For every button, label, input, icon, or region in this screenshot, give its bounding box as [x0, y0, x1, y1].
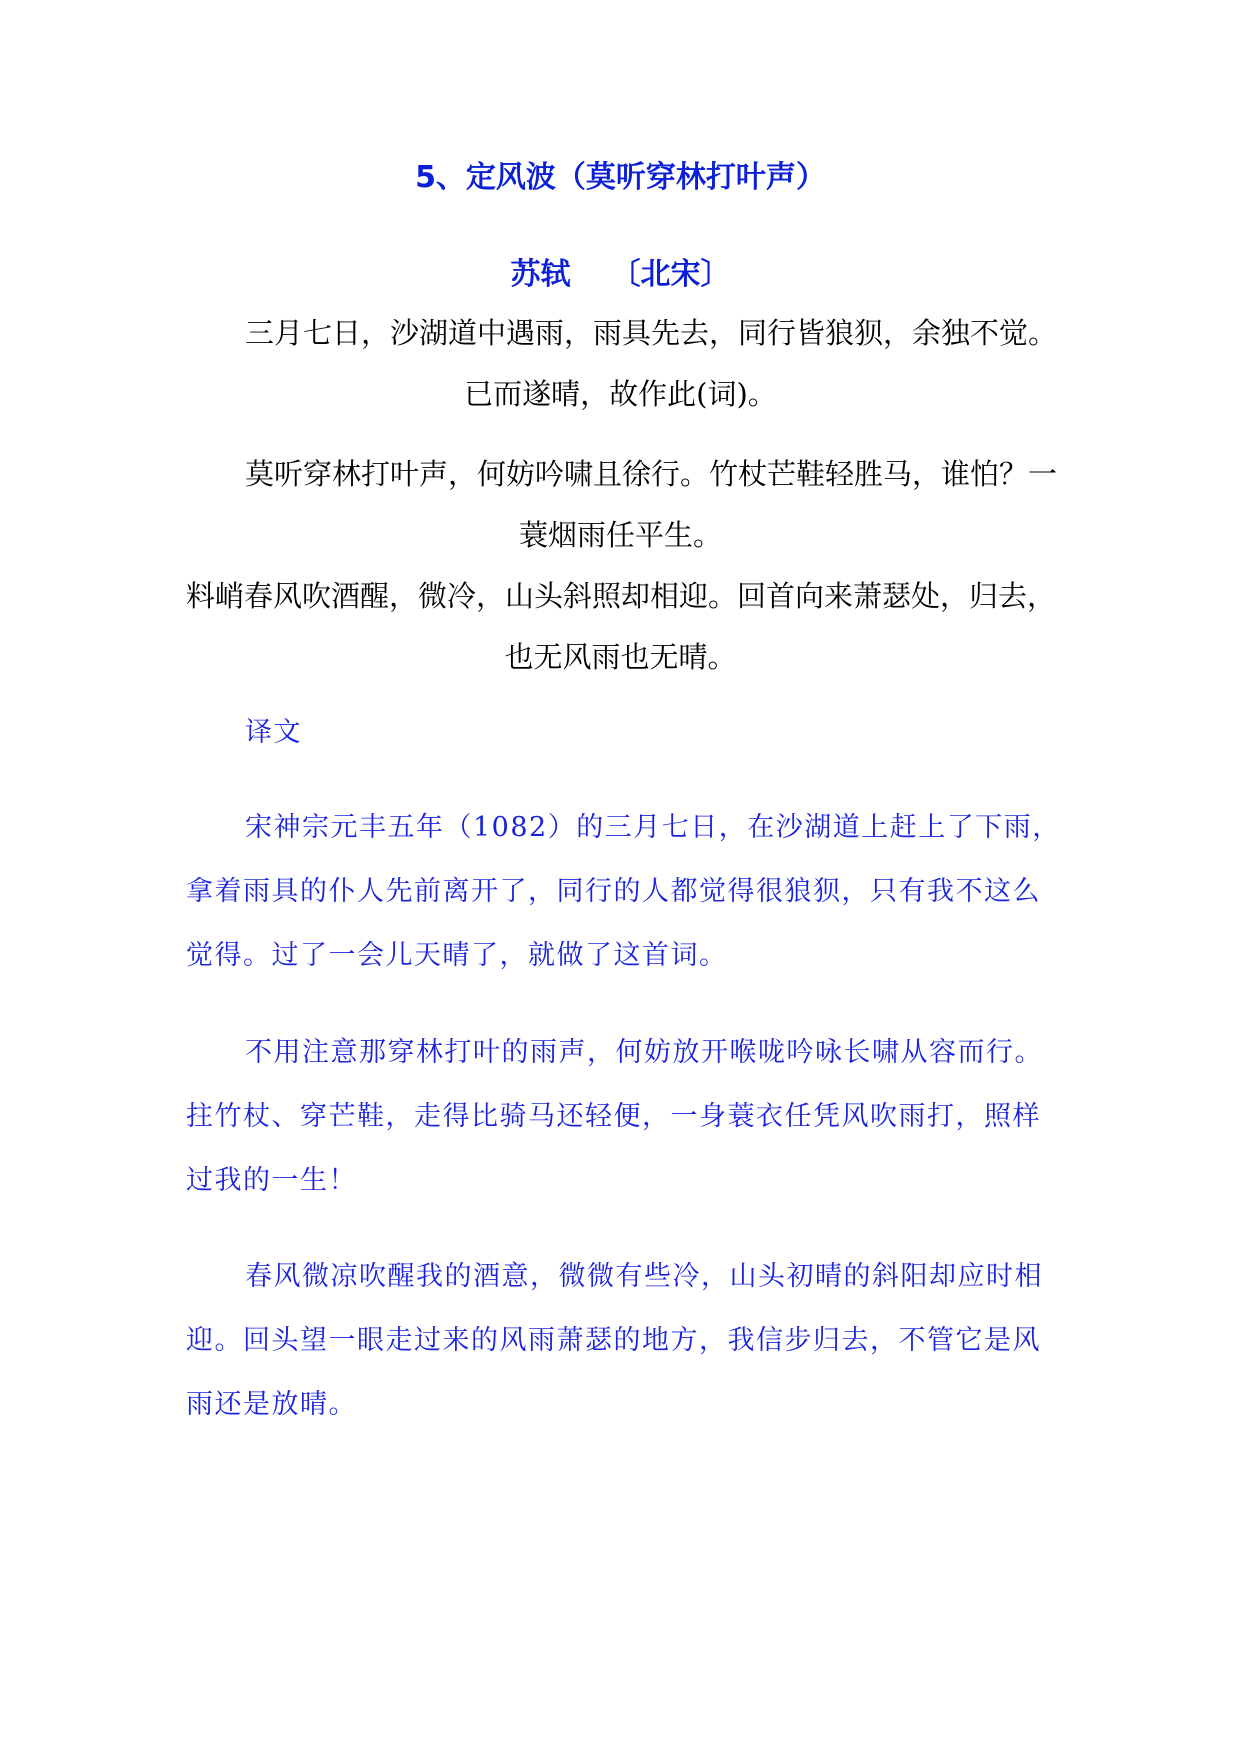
author-line: [0, 255, 1241, 295]
translation-heading: 译文: [245, 717, 302, 748]
poem-line-2: 蓑烟雨任平生。: [518, 518, 722, 552]
translation-p3-line-1: 春风微凉吹醒我的酒意，微微有些冷，山头初晴的斜阳却应时相: [245, 1261, 1043, 1292]
translation-p3-line-2: 迎。回头望一眼走过来的风雨萧瑟的地方，我信步归去，不管它是风: [186, 1325, 1041, 1356]
poem-line-1: 莫听穿林打叶声，何妨吟啸且徐行。竹杖芒鞋轻胜马，谁怕？一: [245, 457, 1058, 491]
author-dynasty: 〔北宋〕: [610, 257, 731, 292]
author-name: 苏轼: [510, 257, 571, 292]
translation-p2-line-1: 不用注意那穿林打叶的雨声，何妨放开喉咙吟咏长啸从容而行。: [245, 1037, 1043, 1068]
poem-line-4: 也无风雨也无晴。: [504, 640, 737, 674]
preface-line-1: 三月七日，沙湖道中遇雨，雨具先去，同行皆狼狈，余独不觉。: [245, 316, 1058, 350]
translation-p1-line-2: 拿着雨具的仆人先前离开了，同行的人都觉得很狼狈，只有我不这么: [186, 876, 1041, 907]
translation-p2-line-2: 拄竹杖、穿芒鞋，走得比骑马还轻便，一身蓑衣任凭风吹雨打，照样: [186, 1101, 1041, 1132]
poem-title: 5、定风波（莫听穿林打叶声）: [415, 160, 826, 195]
preface-line-2: 已而遂晴，故作此(词)。: [464, 377, 777, 411]
translation-p1-line-1: 宋神宗元丰五年（1082）的三月七日，在沙湖道上赶上了下雨，: [245, 812, 1061, 843]
translation-p1-line-3: 觉得。过了一会儿天晴了，就做了这首词。: [186, 940, 728, 971]
translation-p2-line-3: 过我的一生！: [186, 1165, 357, 1196]
poem-line-3: 料峭春风吹酒醒，微冷，山头斜照却相迎。回首向来萧瑟处，归去，: [186, 579, 1057, 613]
translation-p3-line-3: 雨还是放晴。: [186, 1389, 357, 1420]
